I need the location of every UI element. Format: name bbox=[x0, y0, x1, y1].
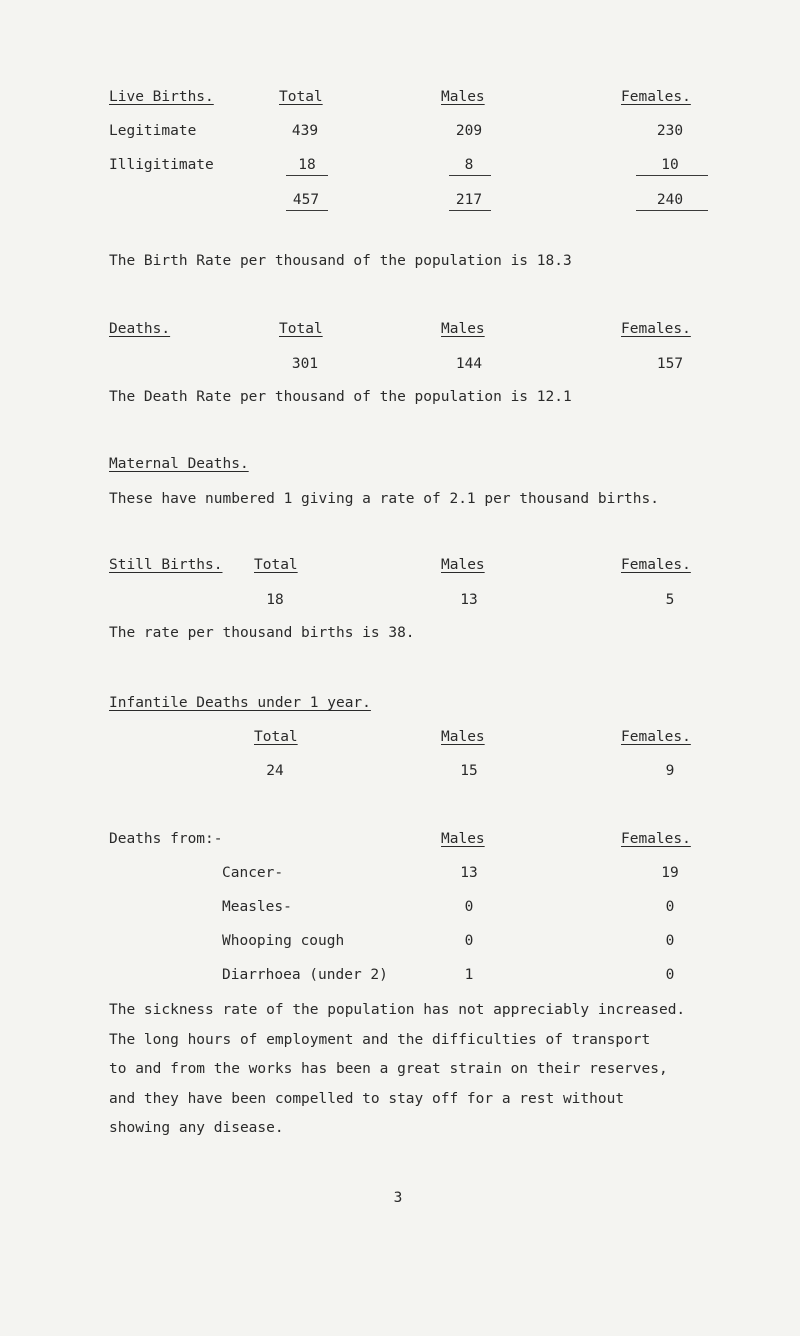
cause-cancer-females: 19 bbox=[661, 865, 679, 881]
cause-diarrhoea-label: Diarrhoea (under 2) bbox=[222, 967, 388, 983]
still-births-col-females: Females. bbox=[621, 557, 691, 573]
cause-whooping-cough-label: Whooping cough bbox=[222, 933, 345, 949]
infantile-col-females: Females. bbox=[621, 729, 691, 745]
cause-cancer-label: Cancer- bbox=[222, 865, 284, 881]
sickness-line-5: showing any disease. bbox=[109, 1120, 284, 1136]
cause-whooping-cough-females: 0 bbox=[665, 933, 675, 949]
live-births-col-total: Total bbox=[279, 89, 323, 105]
still-births-col-total: Total bbox=[254, 557, 298, 573]
cause-measles-label: Measles- bbox=[222, 899, 292, 915]
row-illigitimate-females: 10 bbox=[661, 157, 679, 173]
birth-rate-text: The Birth Rate per thousand of the population is 18.3 bbox=[109, 253, 572, 269]
sickness-paragraph bbox=[109, 996, 685, 1144]
still-births-heading: Still Births. bbox=[109, 557, 223, 573]
total-rule-females bbox=[636, 210, 708, 211]
deaths-col-total: Total bbox=[279, 321, 323, 337]
deaths-males: 144 bbox=[455, 356, 483, 372]
deaths-from-col-males: Males bbox=[441, 831, 485, 847]
deaths-col-males: Males bbox=[441, 321, 485, 337]
row-legitimate-females: 230 bbox=[656, 123, 684, 139]
deaths-females: 157 bbox=[656, 356, 684, 372]
cause-measles-males: 0 bbox=[464, 899, 474, 915]
subtotal-rule-females bbox=[636, 175, 708, 176]
live-births-col-males: Males bbox=[441, 89, 485, 105]
sickness-line-2: The long hours of employment and the difficulties of transport bbox=[109, 1031, 651, 1048]
infantile-males: 15 bbox=[460, 763, 478, 779]
cause-measles-females: 0 bbox=[665, 899, 675, 915]
deaths-col-females: Females. bbox=[621, 321, 691, 337]
row-legitimate-males: 209 bbox=[455, 123, 483, 139]
live-births-col-females: Females. bbox=[621, 89, 691, 105]
row-legitimate-label: Legitimate bbox=[109, 123, 197, 139]
live-births-females-sum: 240 bbox=[656, 192, 684, 208]
deaths-from-col-females: Females. bbox=[621, 831, 691, 847]
still-births-col-males: Males bbox=[441, 557, 485, 573]
death-rate-text: The Death Rate per thousand of the population is 12.1 bbox=[109, 389, 572, 405]
still-births-females: 5 bbox=[665, 592, 675, 608]
still-births-males: 13 bbox=[460, 592, 478, 608]
row-illigitimate-label: Illigitimate bbox=[109, 157, 214, 173]
subtotal-rule-total bbox=[286, 175, 328, 176]
cause-whooping-cough-males: 0 bbox=[464, 933, 474, 949]
still-births-rate-text: The rate per thousand births is 38. bbox=[109, 625, 415, 641]
infantile-heading: Infantile Deaths under 1 year. bbox=[109, 695, 371, 711]
cause-diarrhoea-males: 1 bbox=[464, 967, 474, 983]
deaths-from-heading: Deaths from:- bbox=[109, 831, 223, 847]
row-illigitimate-total: 18 bbox=[298, 157, 316, 173]
sickness-line-3: to and from the works has been a great strain on their reserves, bbox=[109, 1061, 668, 1077]
page-number: 3 bbox=[393, 1190, 403, 1206]
infantile-females: 9 bbox=[665, 763, 675, 779]
total-rule-total bbox=[286, 210, 328, 211]
total-rule-males bbox=[449, 210, 491, 211]
row-legitimate-total: 439 bbox=[291, 123, 319, 139]
maternal-text: These have numbered 1 giving a rate of 2.1 per thousand births. bbox=[109, 491, 659, 507]
cause-cancer-males: 13 bbox=[460, 865, 478, 881]
cause-diarrhoea-females: 0 bbox=[665, 967, 675, 983]
subtotal-rule-males bbox=[449, 175, 491, 176]
still-births-total: 18 bbox=[266, 592, 284, 608]
live-births-total-sum: 457 bbox=[292, 192, 320, 208]
infantile-col-total: Total bbox=[254, 729, 298, 745]
maternal-heading: Maternal Deaths. bbox=[109, 456, 249, 472]
deaths-heading: Deaths. bbox=[109, 321, 171, 337]
infantile-total: 24 bbox=[266, 763, 284, 779]
live-births-males-sum: 217 bbox=[455, 192, 483, 208]
live-births-heading: Live Births. bbox=[109, 89, 214, 105]
deaths-total: 301 bbox=[291, 356, 319, 372]
infantile-col-males: Males bbox=[441, 729, 485, 745]
sickness-line-4: and they have been compelled to stay off for a rest without bbox=[109, 1090, 625, 1107]
row-illigitimate-males: 8 bbox=[464, 157, 474, 173]
sickness-line-1: The sickness rate of the population has not appreciably increased. bbox=[109, 1002, 686, 1018]
